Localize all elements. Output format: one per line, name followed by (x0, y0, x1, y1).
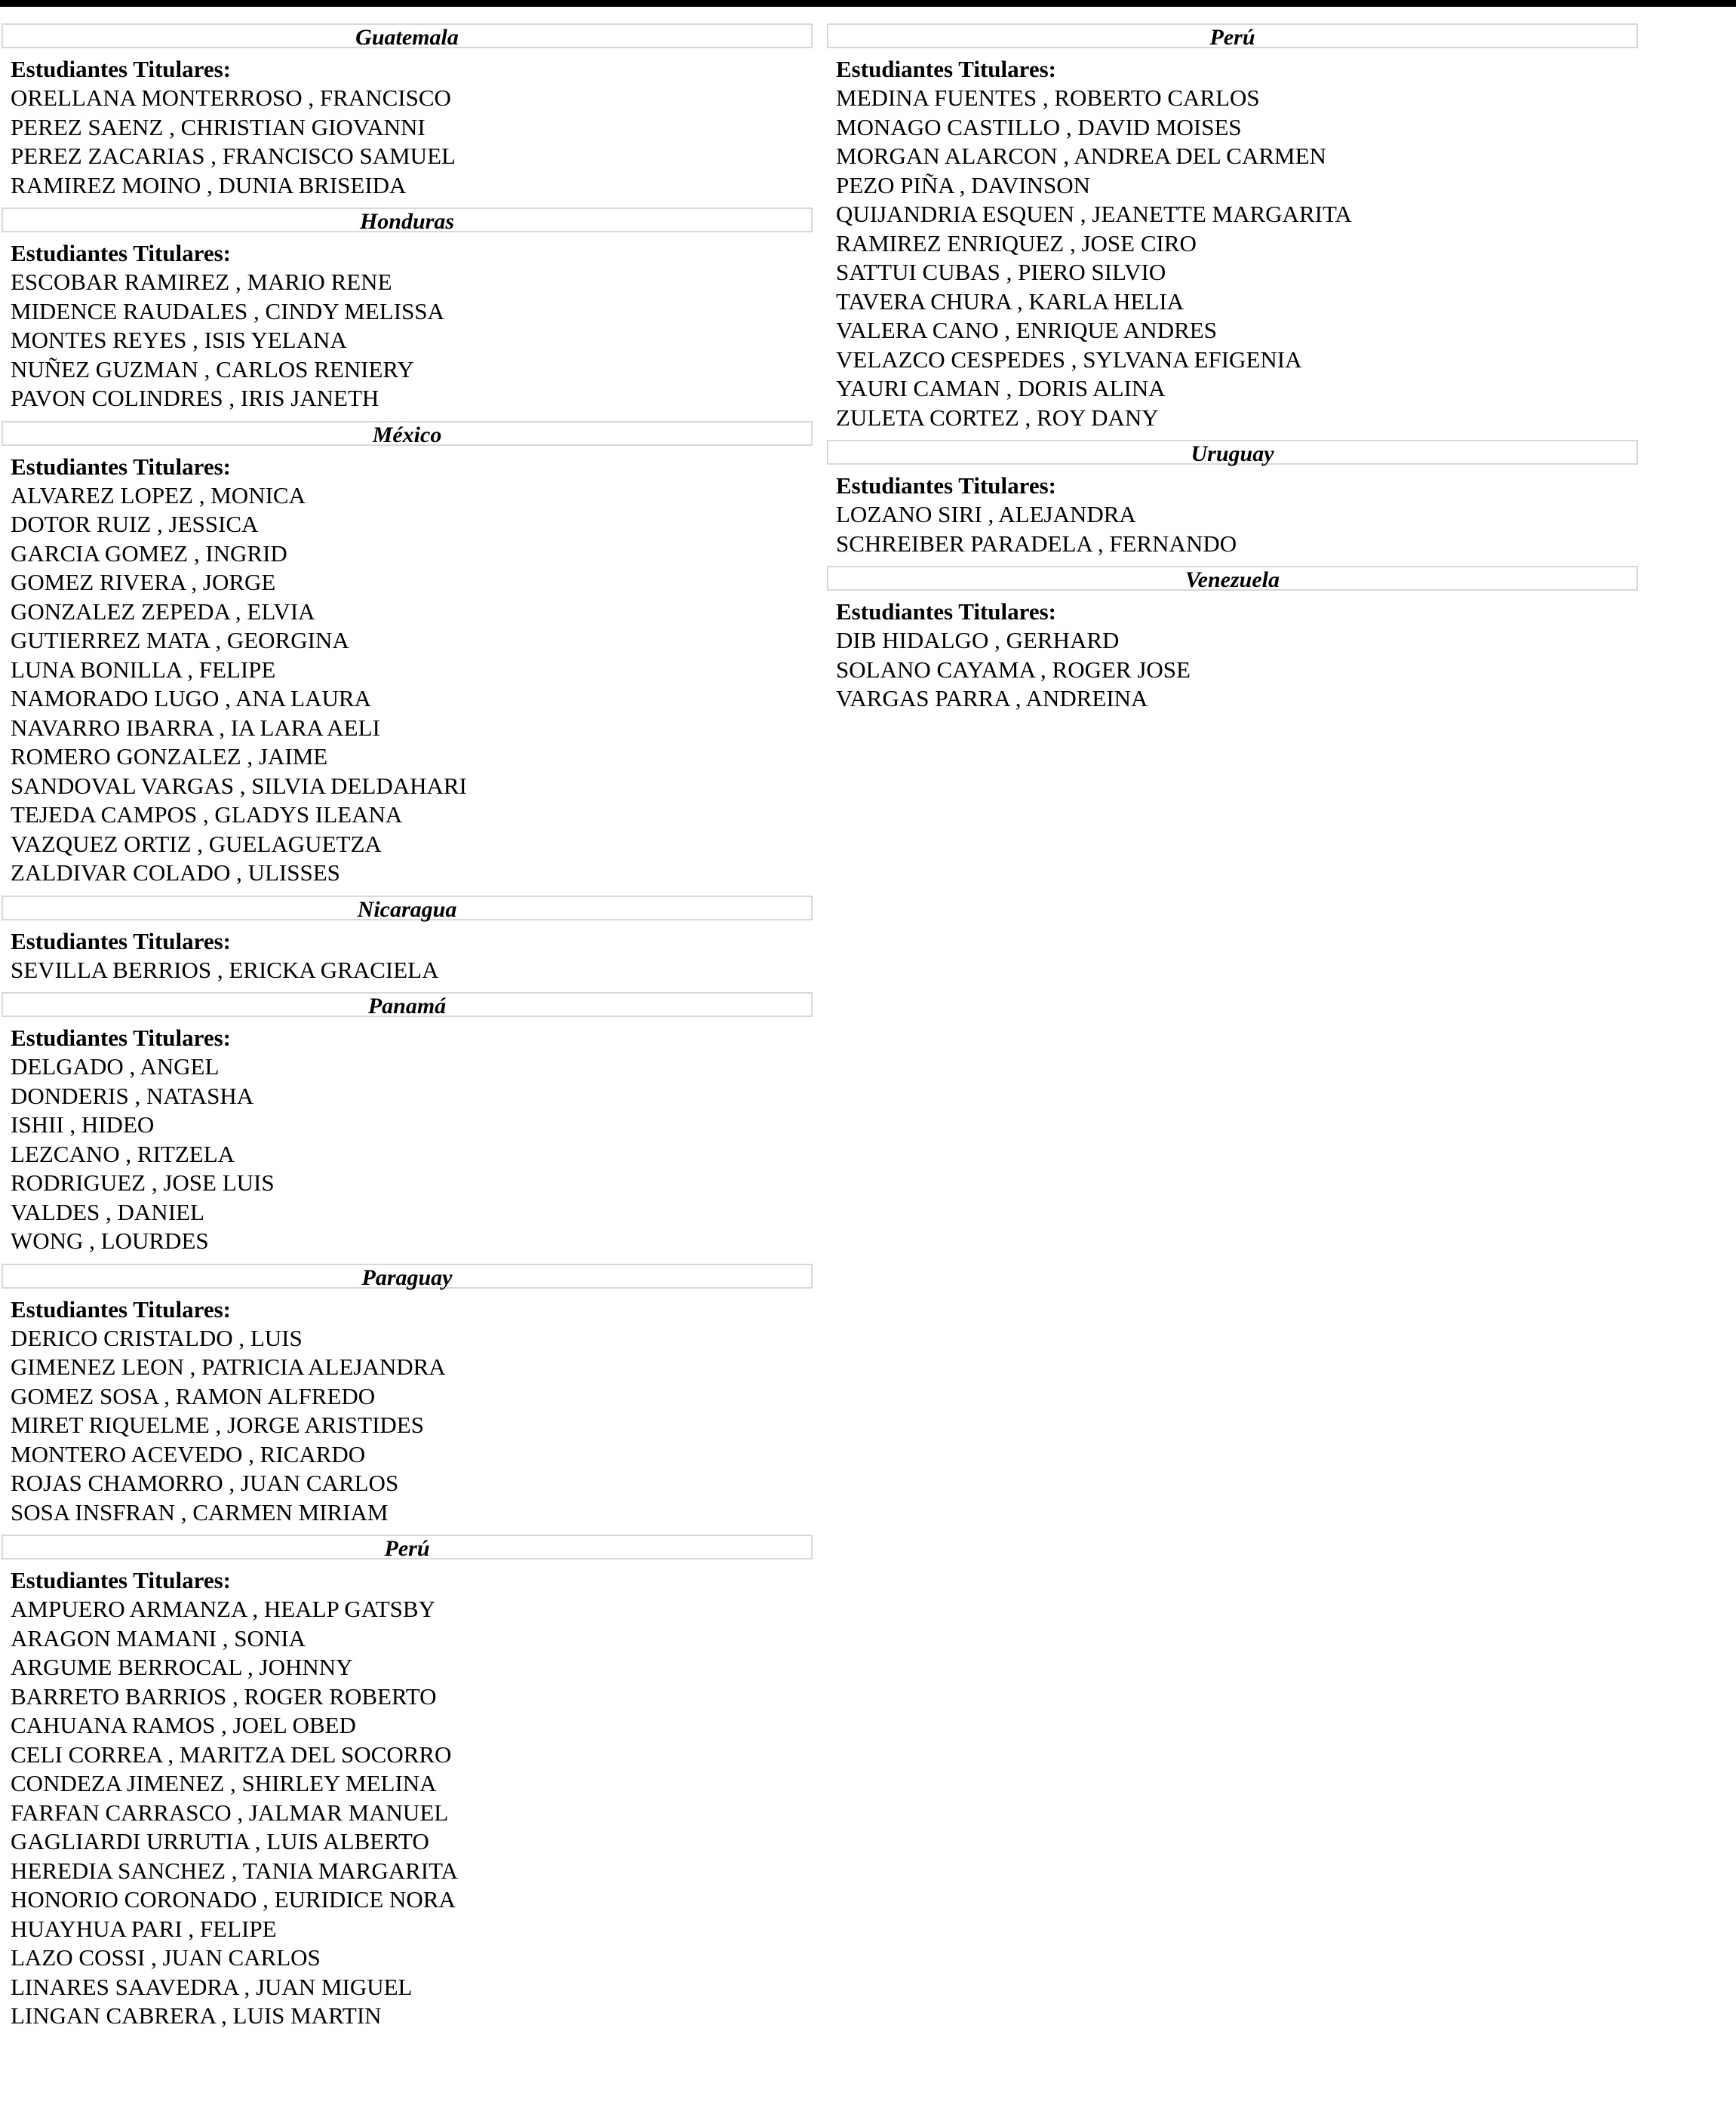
country-section-venezuela (827, 566, 1638, 721)
student-name: WONG , LOURDES (11, 1228, 209, 1254)
student-name: DOTOR RUIZ , JESSICA (11, 511, 259, 537)
student-name: VELAZCO CESPEDES , SYLVANA EFIGENIA (836, 346, 1302, 373)
country-section-honduras (2, 207, 813, 421)
student-name: GONZALEZ ZEPEDA , ELVIA (11, 598, 315, 625)
student-list (827, 84, 1638, 432)
student-name: SANDOVAL VARGAS , SILVIA DELDAHARI (11, 772, 467, 799)
student-name: VARGAS PARRA , ANDREINA (836, 685, 1148, 711)
student-name: MEDINA FUENTES , ROBERTO CARLOS (836, 84, 1260, 111)
student-name: GARCIA GOMEZ , INGRID (11, 539, 287, 567)
student-list (2, 268, 813, 413)
student-name: LINGAN CABRERA , LUIS MARTIN (11, 2002, 382, 2029)
student-name: GOMEZ SOSA , RAMON ALFREDO (11, 1382, 376, 1409)
student-name: SEVILLA BERRIOS , ERICKA GRACIELA (11, 956, 439, 983)
student-name: MIDENCE RAUDALES , CINDY MELISSA (11, 297, 444, 324)
student-name: VALERA CANO , ENRIQUE ANDRES (836, 317, 1217, 343)
student-name: DELGADO , ANGEL (11, 1053, 220, 1080)
section-label: Estudiantes Titulares: (11, 240, 231, 266)
section-label: Estudiantes Titulares: (11, 1295, 231, 1323)
student-name: SOSA INSFRAN , CARMEN MIRIAM (11, 1498, 389, 1526)
section-spacer (2, 413, 813, 421)
student-name: ARAGON MAMANI , SONIA (11, 1624, 306, 1652)
section-label: Estudiantes Titulares: (836, 56, 1056, 82)
country-header: Paraguay (2, 1264, 813, 1289)
section-spacer (2, 200, 813, 207)
student-name: HEREDIA SANCHEZ , TANIA MARGARITA (11, 1857, 458, 1884)
country-section-peru (2, 1535, 813, 2039)
section-spacer (2, 888, 813, 896)
section-spacer (2, 1256, 813, 1264)
section-label: Estudiantes Titulares: (11, 1025, 231, 1051)
country-section-paraguay (2, 1264, 813, 1535)
student-name: SCHREIBER PARADELA , FERNANDO (836, 530, 1237, 557)
student-name: ARGUME BERROCAL , JOHNNY (11, 1654, 353, 1680)
student-list (2, 1052, 813, 1256)
country-section-nicaragua (2, 896, 813, 993)
student-list (2, 1595, 813, 2031)
top-rule (0, 0, 1736, 7)
student-name: ESCOBAR RAMIREZ , MARIO RENE (11, 269, 392, 295)
section-spacer (827, 558, 1638, 566)
student-name: NAMORADO LUGO , ANA LAURA (11, 685, 371, 711)
student-name: GOMEZ RIVERA , JORGE (11, 569, 276, 595)
student-name: VALDES , DANIEL (11, 1198, 204, 1225)
country-header: Guatemala (2, 23, 813, 48)
student-name: MONTERO ACEVEDO , RICARDO (11, 1440, 366, 1467)
student-name: NUÑEZ GUZMAN , CARLOS RENIERY (11, 355, 414, 383)
country-header: Panamá (2, 992, 813, 1017)
section-spacer (827, 714, 1638, 721)
student-name: DERICO CRISTALDO , LUIS (11, 1324, 303, 1351)
student-list (827, 626, 1638, 714)
country-section-guatemala (2, 23, 813, 207)
country-header: Honduras (2, 207, 813, 232)
country-header: Perú (827, 23, 1638, 48)
student-name: ZALDIVAR COLADO , ULISSES (11, 859, 340, 886)
student-name: ALVAREZ LOPEZ , MONICA (11, 481, 306, 509)
country-header: Nicaragua (2, 896, 813, 920)
student-name: ISHII , HIDEO (11, 1111, 155, 1138)
student-name: HUAYHUA PARI , FELIPE (11, 1915, 277, 1942)
student-name: GIMENEZ LEON , PATRICIA ALEJANDRA (11, 1354, 446, 1380)
student-name: AMPUERO ARMANZA , HEALP GATSBY (11, 1596, 435, 1622)
student-name: MORGAN ALARCON , ANDREA DEL CARMEN (836, 143, 1326, 169)
student-name: TEJEDA CAMPOS , GLADYS ILEANA (11, 801, 403, 828)
section-spacer (827, 432, 1638, 440)
section-spacer (2, 2031, 813, 2039)
student-name: DONDERIS , NATASHA (11, 1082, 254, 1109)
student-name: GUTIERREZ MATA , GEORGINA (11, 627, 349, 653)
student-list (2, 956, 813, 985)
section-label: Estudiantes Titulares: (11, 453, 231, 480)
country-header: Venezuela (827, 566, 1638, 591)
student-name: CAHUANA RAMOS , JOEL OBED (11, 1712, 356, 1738)
section-label: Estudiantes Titulares: (11, 927, 231, 954)
student-name: ORELLANA MONTERROSO , FRANCISCO (11, 84, 451, 111)
student-name: DIB HIDALGO , GERHARD (836, 627, 1120, 653)
student-name: LAZO COSSI , JUAN CARLOS (11, 1944, 321, 1971)
country-section-peru (827, 23, 1638, 440)
section-label: Estudiantes Titulares: (11, 56, 231, 82)
country-header: Uruguay (827, 440, 1638, 465)
student-name: MIRET RIQUELME , JORGE ARISTIDES (11, 1412, 424, 1438)
student-name: MONTES REYES , ISIS YELANA (11, 327, 347, 353)
student-list (827, 500, 1638, 558)
student-name: CELI CORREA , MARITZA DEL SOCORRO (11, 1741, 452, 1768)
section-spacer (2, 1527, 813, 1535)
student-name: GAGLIARDI URRUTIA , LUIS ALBERTO (11, 1828, 429, 1854)
student-name: QUIJANDRIA ESQUEN , JEANETTE MARGARITA (836, 201, 1352, 227)
student-name: RAMIREZ MOINO , DUNIA BRISEIDA (11, 171, 407, 198)
section-spacer (2, 985, 813, 992)
section-label: Estudiantes Titulares: (836, 598, 1056, 625)
student-name: BARRETO BARRIOS , ROGER ROBERTO (11, 1682, 437, 1710)
student-name: MONAGO CASTILLO , DAVID MOISES (836, 113, 1242, 140)
country-section-panama (2, 992, 813, 1264)
student-list (2, 1324, 813, 1528)
student-list (2, 481, 813, 888)
student-list (2, 84, 813, 200)
student-name: PEZO PIÑA , DAVINSON (836, 171, 1091, 198)
student-name: LOZANO SIRI , ALEJANDRA (836, 501, 1136, 527)
country-header: México (2, 421, 813, 446)
country-header: Perú (2, 1535, 813, 1559)
left-column (2, 23, 813, 2039)
student-name: LUNA BONILLA , FELIPE (11, 656, 276, 683)
student-name: ROJAS CHAMORRO , JUAN CARLOS (11, 1470, 399, 1496)
student-name: YAURI CAMAN , DORIS ALINA (836, 375, 1166, 401)
country-section-mexico (2, 421, 813, 896)
student-name: SATTUI CUBAS , PIERO SILVIO (836, 259, 1166, 285)
student-name: HONORIO CORONADO , EURIDICE NORA (11, 1886, 456, 1913)
student-name: RODRIGUEZ , JOSE LUIS (11, 1169, 275, 1196)
student-name: CONDEZA JIMENEZ , SHIRLEY MELINA (11, 1770, 437, 1796)
right-column (827, 23, 1638, 721)
student-name: RAMIREZ ENRIQUEZ , JOSE CIRO (836, 229, 1197, 257)
student-name: ZULETA CORTEZ , ROY DANY (836, 404, 1159, 431)
student-name: PEREZ SAENZ , CHRISTIAN GIOVANNI (11, 113, 426, 140)
student-name: PAVON COLINDRES , IRIS JANETH (11, 385, 379, 411)
section-label: Estudiantes Titulares: (11, 1567, 231, 1593)
student-name: LINARES SAAVEDRA , JUAN MIGUEL (11, 1973, 413, 2000)
student-name: NAVARRO IBARRA , IA LARA AELI (11, 714, 380, 741)
student-name: TAVERA CHURA , KARLA HELIA (836, 287, 1184, 315)
student-name: LEZCANO , RITZELA (11, 1140, 235, 1167)
student-name: SOLANO CAYAMA , ROGER JOSE (836, 656, 1191, 683)
student-name: PEREZ ZACARIAS , FRANCISCO SAMUEL (11, 143, 456, 169)
student-name: ROMERO GONZALEZ , JAIME (11, 743, 328, 770)
student-name: VAZQUEZ ORTIZ , GUELAGUETZA (11, 830, 382, 857)
student-name: FARFAN CARRASCO , JALMAR MANUEL (11, 1799, 449, 1826)
section-label: Estudiantes Titulares: (836, 472, 1056, 499)
country-section-uruguay (827, 440, 1638, 566)
